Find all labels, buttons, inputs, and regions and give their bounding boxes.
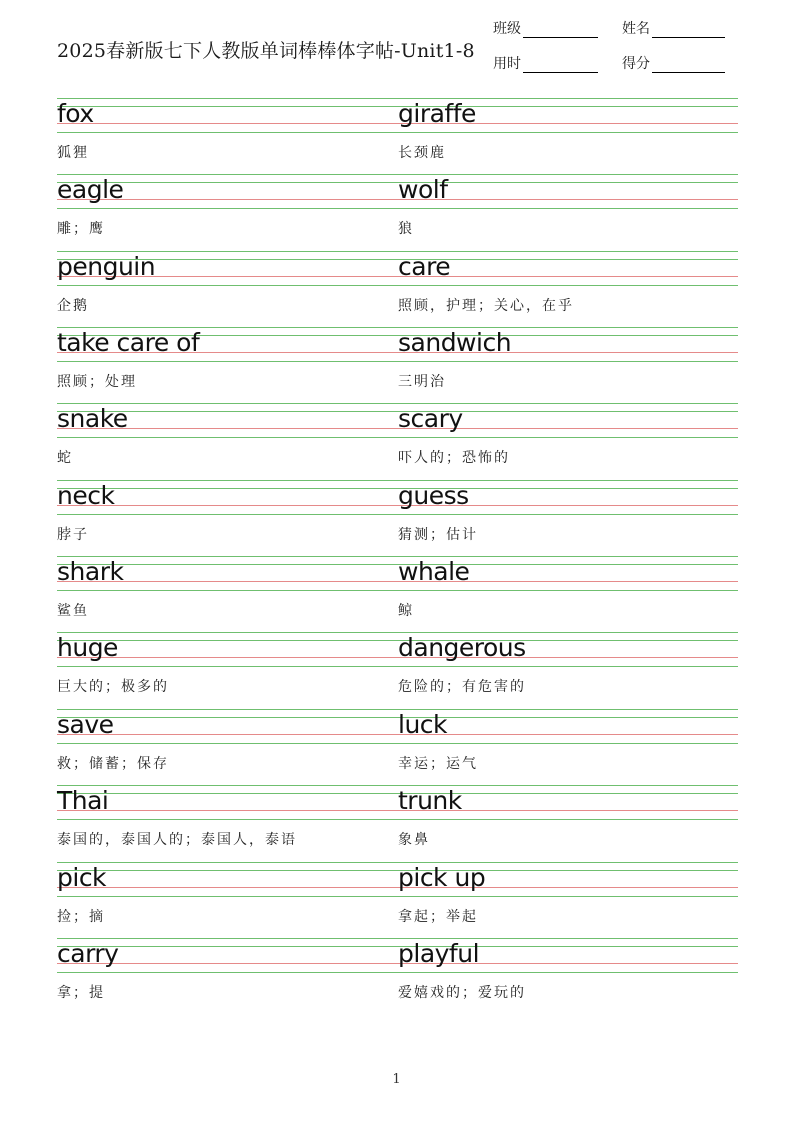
word-row: [57, 709, 738, 785]
word-meaning: 蛇: [57, 450, 73, 466]
guide-line-bottom: [57, 132, 738, 133]
vocab-word: fox: [57, 99, 94, 128]
guide-line-bottom: [57, 896, 738, 897]
word-meaning: 拿；提: [57, 985, 105, 1001]
word-meaning: 雕；鹰: [57, 221, 105, 237]
word-row: [57, 174, 738, 250]
word-row: [57, 632, 738, 708]
name-label: 姓名: [622, 21, 650, 37]
page-number: 1: [392, 1072, 401, 1087]
guide-line-bottom: [57, 437, 738, 438]
word-row: [57, 862, 738, 938]
word-meaning: 猜测；估计: [398, 527, 478, 543]
vocab-word: dangerous: [398, 633, 526, 662]
time-blank: [523, 58, 598, 73]
score-label: 得分: [622, 56, 650, 72]
word-meaning: 救；储蓄；保存: [57, 756, 169, 772]
guide-line-bottom: [57, 819, 738, 820]
vocab-word: neck: [57, 481, 115, 510]
class-field: [493, 18, 598, 38]
vocab-word: save: [57, 710, 114, 739]
guide-line-bottom: [57, 666, 738, 667]
word-meaning: 狼: [398, 221, 414, 237]
word-row: [57, 938, 738, 1014]
word-meaning: 照顾；处理: [57, 374, 137, 390]
word-row: [57, 251, 738, 327]
word-meaning: 幸运；运气: [398, 756, 478, 772]
word-meaning: 吓人的；恐怖的: [398, 450, 510, 466]
word-meaning: 鲨鱼: [57, 603, 89, 619]
word-meaning: 爱嬉戏的；爱玩的: [398, 985, 526, 1001]
guide-line-bottom: [57, 208, 738, 209]
page-title: 2025春新版七下人教版单词棒棒体字帖-Unit1-8: [57, 40, 475, 62]
time-label: 用时: [493, 56, 521, 72]
word-meaning: 泰国的，泰国人的；泰国人，泰语: [57, 832, 297, 848]
vocab-word: scary: [398, 404, 463, 433]
word-row: [57, 785, 738, 861]
word-meaning: 脖子: [57, 527, 89, 543]
word-meaning: 企鹅: [57, 298, 89, 314]
guide-line-bottom: [57, 361, 738, 362]
vocab-word: snake: [57, 404, 128, 433]
vocab-word: sandwich: [398, 328, 512, 357]
vocab-word: pick: [57, 863, 107, 892]
class-label: 班级: [493, 21, 521, 37]
word-meaning: 拿起；举起: [398, 909, 478, 925]
word-meaning: 鲸: [398, 603, 414, 619]
guide-line-bottom: [57, 972, 738, 973]
vocab-word: guess: [398, 481, 469, 510]
vocab-word: wolf: [398, 175, 448, 204]
vocab-word: penguin: [57, 252, 156, 281]
vocab-word: luck: [398, 710, 448, 739]
word-meaning: 象鼻: [398, 832, 430, 848]
vocab-word: giraffe: [398, 99, 476, 128]
word-row: [57, 403, 738, 479]
vocab-word: playful: [398, 939, 480, 968]
word-meaning: 三明治: [398, 374, 446, 390]
vocab-word: huge: [57, 633, 118, 662]
score-field: [622, 53, 725, 73]
word-meaning: 巨大的；极多的: [57, 679, 169, 695]
word-meaning: 照顾，护理；关心，在乎: [398, 298, 574, 314]
word-row: [57, 98, 738, 174]
name-field: [622, 18, 725, 38]
name-blank: [652, 23, 725, 38]
score-blank: [652, 58, 725, 73]
word-row: [57, 327, 738, 403]
word-row: [57, 556, 738, 632]
word-meaning: 危险的；有危害的: [398, 679, 526, 695]
time-field: [493, 53, 598, 73]
vocab-word: trunk: [398, 786, 462, 815]
class-blank: [523, 23, 598, 38]
guide-line-bottom: [57, 590, 738, 591]
word-meaning: 狐狸: [57, 145, 89, 161]
vocab-word: whale: [398, 557, 470, 586]
guide-line-bottom: [57, 285, 738, 286]
vocab-word: care: [398, 252, 451, 281]
vocab-word: shark: [57, 557, 124, 586]
vocab-word: take care of: [57, 328, 200, 357]
vocab-word: eagle: [57, 175, 124, 204]
guide-line-bottom: [57, 514, 738, 515]
vocab-word: pick up: [398, 863, 486, 892]
vocab-word: Thai: [57, 786, 109, 815]
vocab-word: carry: [57, 939, 119, 968]
guide-line-bottom: [57, 743, 738, 744]
word-meaning: 长颈鹿: [398, 145, 446, 161]
word-row: [57, 480, 738, 556]
word-meaning: 捡；摘: [57, 909, 105, 925]
